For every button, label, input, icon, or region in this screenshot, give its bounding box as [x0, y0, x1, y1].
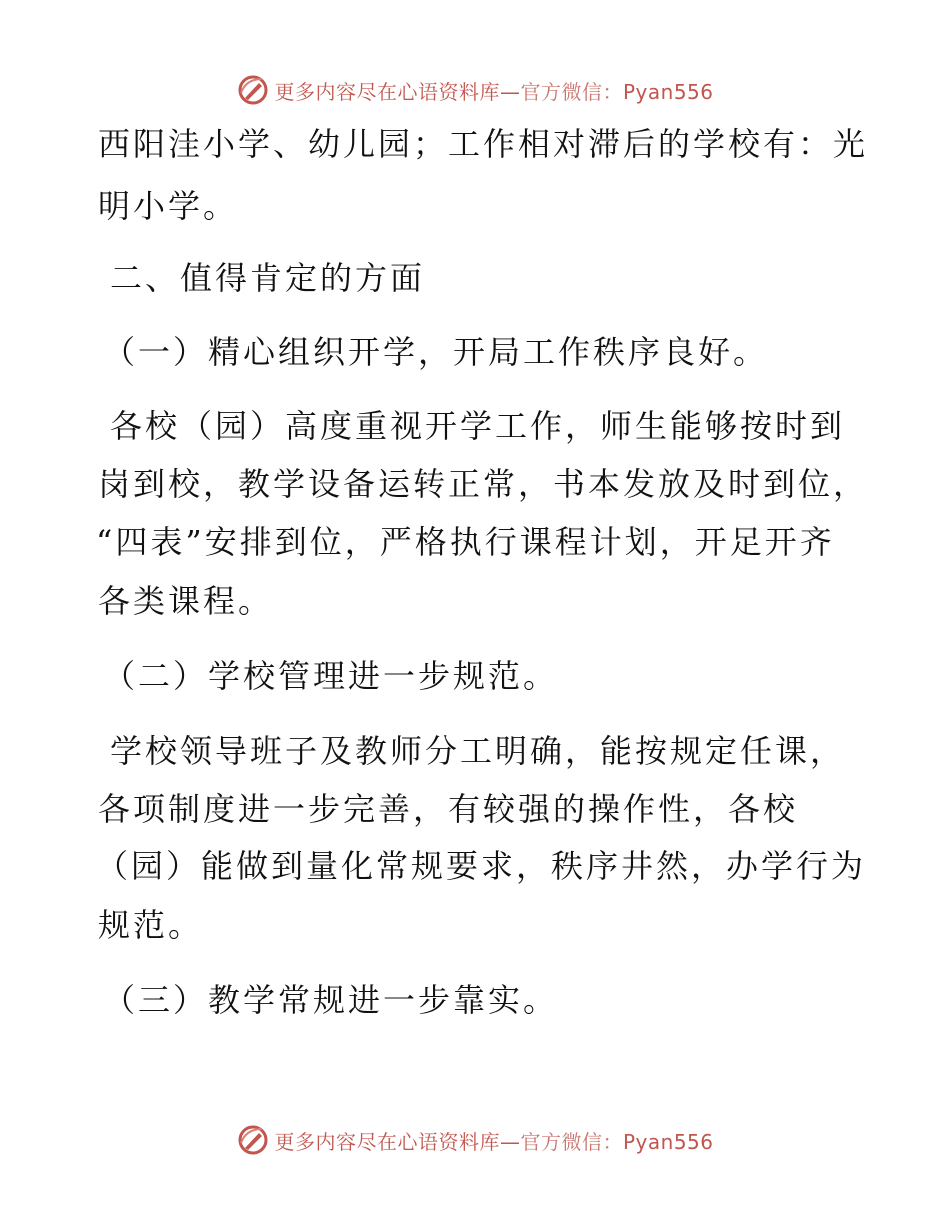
watermark-wechat-label: 官方微信：: [520, 1129, 623, 1154]
watermark-site-text: 更多内容尽在心语资料库: [274, 79, 500, 104]
subheading-3: （三）教学常规进一步靠实。: [103, 981, 559, 1019]
watermark-dash: —: [499, 79, 521, 104]
subheading-1: （一）精心组织开学，开局工作秩序良好。: [103, 333, 769, 371]
watermark-text: [274, 76, 713, 105]
intro-line-2: 明小学。: [98, 187, 239, 225]
paragraph-1-line-4: 各类课程。: [98, 582, 274, 620]
section-heading: 二、值得肯定的方面: [110, 259, 426, 297]
paragraph-1-line-1: 各校（园）高度重视开学工作，师生能够按时到: [110, 407, 846, 445]
watermark-text: [274, 1126, 713, 1155]
pen-nib-swirl-icon: [236, 1123, 270, 1157]
pen-nib-swirl-icon: [236, 73, 270, 107]
watermark-wechat-id: Pyan556: [622, 79, 714, 104]
paragraph-2-line-1: 学校领导班子及教师分工明确，能按规定任课，: [110, 732, 846, 770]
watermark-wechat-id: Pyan556: [622, 1129, 714, 1154]
watermark-footer: [0, 1118, 950, 1162]
watermark-dash: —: [499, 1129, 521, 1154]
paragraph-2-line-4: 规范。: [98, 906, 204, 944]
watermark-site-text: 更多内容尽在心语资料库: [274, 1129, 500, 1154]
paragraph-2-line-3: （园）能做到量化常规要求，秩序井然，办学行为: [96, 847, 867, 885]
watermark-header: [0, 68, 950, 112]
paragraph-1-line-2: 岗到校，教学设备运转正常，书本发放及时到位，: [98, 465, 869, 503]
paragraph-2-line-2: 各项制度进一步完善，有较强的操作性，各校: [98, 790, 799, 828]
watermark-wechat-label: 官方微信：: [520, 79, 623, 104]
subheading-2: （二）学校管理进一步规范。: [103, 657, 559, 695]
intro-line-1: 西阳洼小学、幼儿园；工作相对滞后的学校有：光: [98, 125, 869, 163]
paragraph-1-line-3: “四表”安排到位，严格执行课程计划，开足开齐: [96, 523, 835, 561]
